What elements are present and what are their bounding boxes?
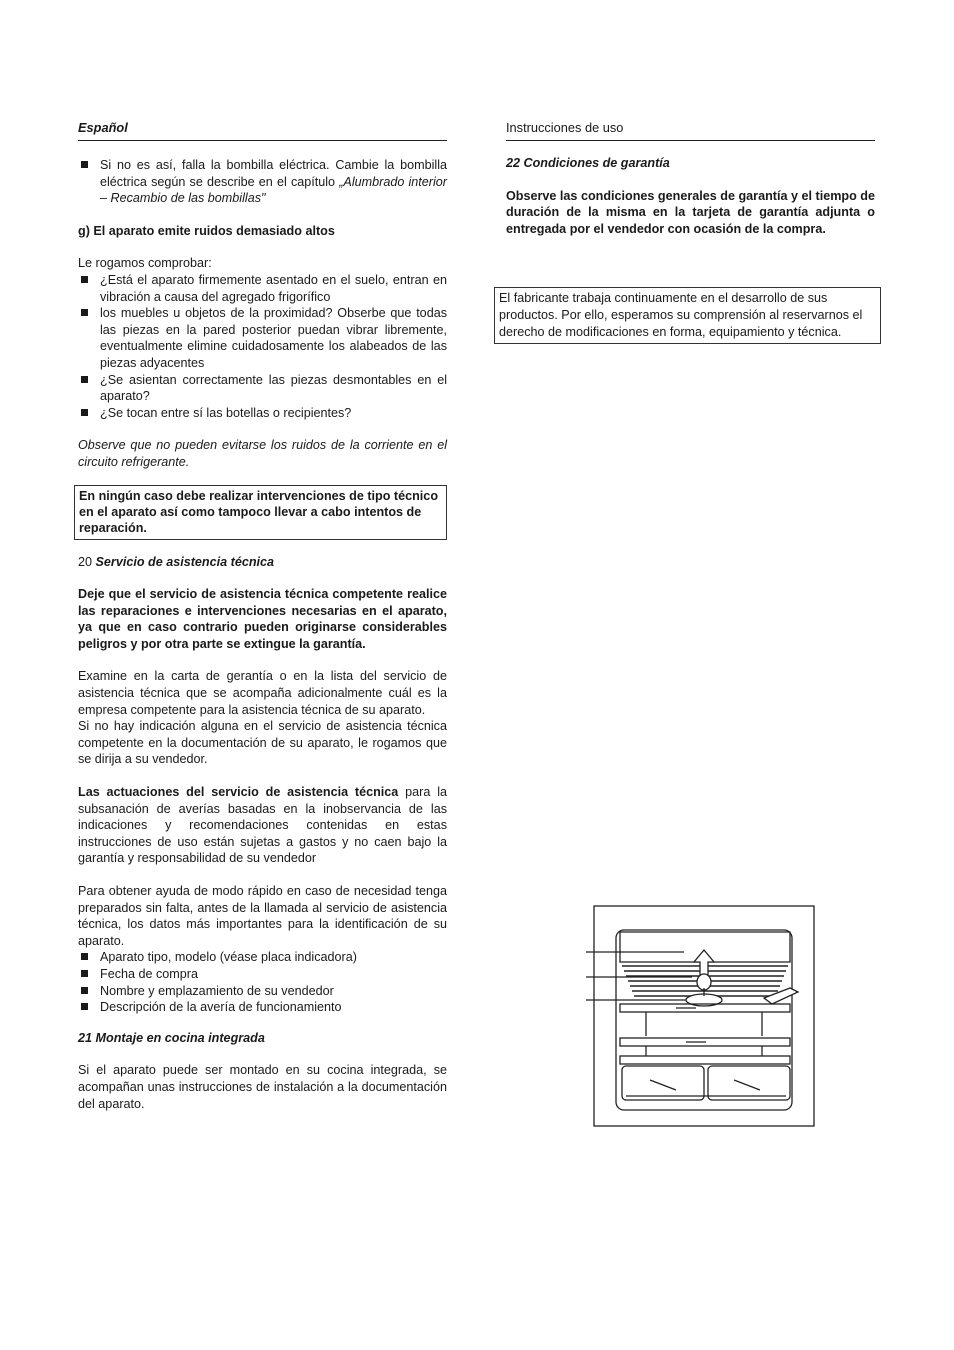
warranty-text: Observe las condiciones generales de garantía y el tiempo de duración de la misma en la tarjeta de garantía adjunta o entregada por el vendedor con ocasión de la compra. — [506, 188, 875, 236]
warning-box — [74, 485, 447, 540]
list-item: los muebles u objetos de la proximidad? Obserbe que todas las piezas en la pared posterior puedan vibrar libremente, eventualmente elimine cuidadosamente los alabeados de las piezas adyacentes — [78, 305, 447, 371]
list-item: ¿Se asientan correctamente las piezas desmontables en el aparato? — [78, 372, 447, 405]
manual-title: Instrucciones de uso — [506, 120, 624, 135]
list-item: ¿Se tocan entre sí las botellas o recipientes? — [78, 405, 447, 422]
list-item: ¿Está el aparato firmemente asentado en el suelo, entran en vibración a causa del agregado frigorífico — [78, 272, 447, 305]
notice-text: El fabricante trabaja continuamente en el desarrollo de sus productos. Por ello, esperamos su comprensión al reservarnos el derecho de modificaciones en forma, equipamiento y técnica. — [499, 291, 863, 339]
list-item: Nombre y emplazamiento de su vendedor — [78, 983, 447, 1000]
right-page-header — [506, 118, 875, 141]
service-cost-text: para la subsanación de averías basadas en la inobservancia de las indicaciones y recomendaciones contenidas en estas instrucciones de uso están sujetas a gastos y no caen bajo la garantía y responsabilidad de su vendedor — [78, 785, 447, 866]
right-column — [499, 118, 875, 344]
paragraph: Si el aparato puede ser montado en su cocina integrada, se acompañan unas instrucciones de instalación a la documentación del aparato. — [78, 1063, 447, 1111]
bulb-list — [78, 157, 447, 207]
section-22-title: 22 Condiciones de garantía — [506, 156, 670, 170]
check-intro: Le rogamos comprobar: — [78, 256, 212, 271]
left-page-header — [78, 118, 447, 141]
warning-text: En ningún caso debe realizar intervenciones de tipo técnico en el aparato así como tampoco llevar a cabo intentos de reparación. — [79, 488, 439, 535]
left-column — [78, 118, 447, 1112]
noise-note: Observe que no pueden evitarse los ruidos de la corriente en el circuito refrigerante. — [78, 438, 447, 469]
paragraph: Para obtener ayuda de modo rápido en caso de necesidad tenga preparados sin falta, antes de la llamada al servicio de asistencia técnica, los datos más importantes para la identificación de su aparato. — [78, 884, 447, 948]
noise-heading: g) El aparato emite ruidos demasiado altos — [78, 223, 335, 238]
section-20-title — [78, 554, 447, 571]
language-label: Español — [78, 120, 128, 135]
service-warning: Deje que el servicio de asistencia técnica competente realice las reparaciones e intervenciones necesarias en el aparato, ya que en caso contrario pueden originarse considerables peligros y por otra parte se extingue la garantía. — [78, 587, 447, 651]
refrigerator-interior-icon — [586, 904, 818, 1128]
paragraph: Si no hay indicación alguna en el servicio de asistencia técnica competente en la documentación de su aparato, le rogamos que se dirija a su vendedor. — [78, 719, 447, 767]
section-21-title: 21 Montaje en cocina integrada — [78, 1030, 265, 1045]
list-item: Aparato tipo, modelo (véase placa indicadora) — [78, 949, 447, 966]
service-cost-lead: Las actuaciones del servicio de asistencia técnica — [78, 785, 399, 800]
section-title: Servicio de asistencia técnica — [95, 554, 275, 569]
bulb-chapter-ref: „Alumbrado interior – Recambio de las bombillas" — [100, 174, 447, 206]
bulb-item-text: Si no es así, falla la bombilla eléctrica. Cambie la bombilla eléctrica según se describe en el capítulo — [100, 158, 447, 189]
identification-list — [78, 949, 447, 1015]
notice-box — [494, 287, 881, 344]
check-list — [78, 272, 447, 421]
paragraph: Examine en la carta de gerantía o en la lista del servicio de asistencia técnica que se acompaña adicionalmente cuál es la empresa competente para la asistencia técnica de su aparato. — [78, 669, 447, 717]
list-item — [78, 157, 447, 207]
list-item: Descripción de la avería de funcionamiento — [78, 999, 447, 1016]
paragraph — [78, 784, 447, 867]
list-item: Fecha de compra — [78, 966, 447, 983]
section-number: 20 — [78, 554, 93, 569]
